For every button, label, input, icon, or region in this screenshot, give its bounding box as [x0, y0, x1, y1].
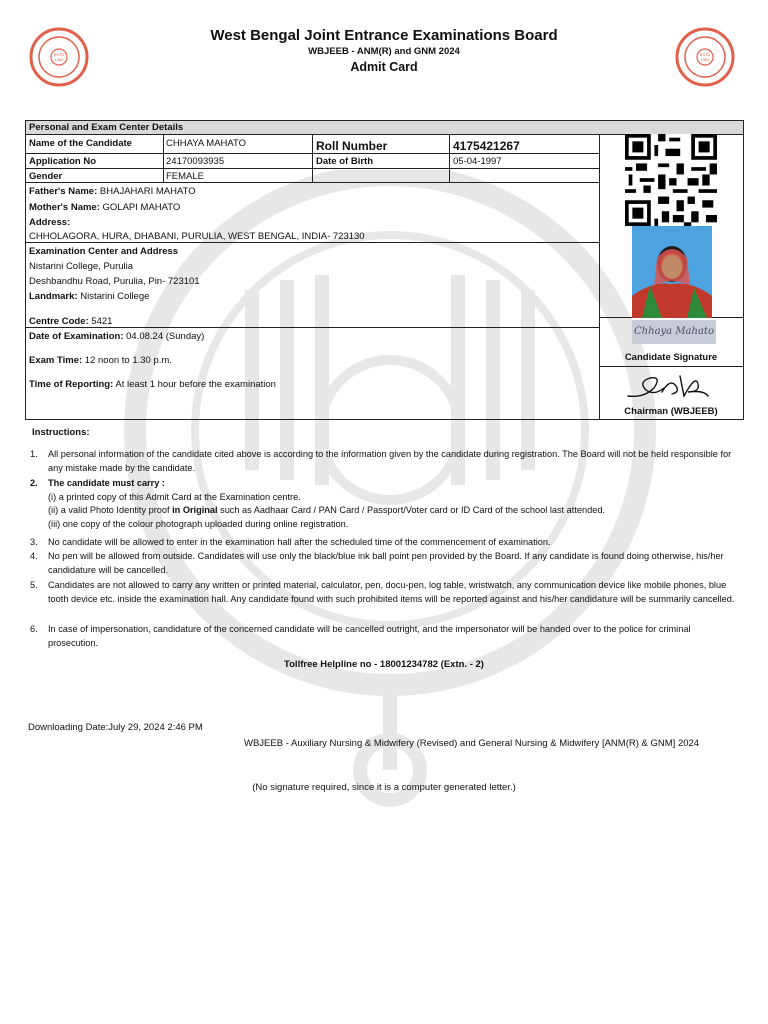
exam-date-value: 04.08.24 (Sunday) [126, 331, 205, 342]
instruction-text: In case of impersonation, candidature of the concerned candidate will be cancelled outright, and the impersonator will be handed over to the police for criminal prosecution. [48, 624, 691, 648]
instructions-heading: Instructions: [32, 427, 90, 438]
candidate-signature-image [632, 320, 716, 344]
address-label: Address: [29, 217, 71, 228]
instruction-number: 1. [30, 449, 38, 459]
details-card [25, 120, 744, 420]
downloading-date: Downloading Date:July 29, 2024 2:46 PM [28, 722, 203, 733]
name-label: Name of the Candidate [29, 138, 132, 149]
application-label: Application No [29, 156, 97, 167]
reporting-row [29, 379, 276, 390]
centre-code-value: 5421 [91, 316, 113, 327]
instruction-item [30, 579, 735, 621]
logo-estd: ESTD [699, 52, 711, 57]
roll-label: Roll Number [316, 139, 388, 153]
instruction-number: 2. [30, 478, 38, 488]
mother-row [29, 202, 180, 213]
instruction-item [30, 448, 730, 476]
instruction-text: No candidate will be allowed to enter in the examination hall after the scheduled time of the commencement of examination. [48, 537, 551, 547]
logo-estd: ESTD [53, 52, 65, 57]
carry-b-post: such as Aadhaar Card / PAN Card / Passport/Voter card or ID Card of the school last attended. [217, 505, 605, 516]
centre-code-label: Centre Code: [29, 316, 89, 327]
instruction-number: 4. [30, 551, 38, 561]
instruction-item [30, 536, 730, 550]
instruction-carry-b [48, 504, 738, 518]
instruction-number: 6. [30, 624, 38, 634]
landmark-value: Nistarini College [80, 291, 150, 302]
father-row [29, 186, 196, 197]
board-title: West Bengal Joint Entrance Examinations Board [210, 27, 558, 44]
carry-b-pre: (ii) a valid Photo Identity proof [48, 505, 173, 516]
instruction-carry-title: The candidate must carry : [48, 478, 165, 488]
carry-b-bold: in Original [172, 505, 218, 516]
instruction-carry-c: (iii) one copy of the colour photograph uploaded during online registration. [48, 518, 349, 529]
instruction-carry-a: (i) a printed copy of this Admit Card at the Examination centre. [48, 491, 301, 502]
gender-value: FEMALE [166, 171, 205, 182]
application-number: 24170093935 [166, 156, 225, 167]
candidate-name: CHHAYA MAHATO [166, 138, 247, 149]
exam-date-row [29, 331, 204, 342]
father-label: Father's Name: [29, 186, 98, 197]
landmark-row [29, 291, 149, 302]
exam-subtitle: WBJEEB - ANM(R) and GNM 2024 [308, 46, 460, 57]
instruction-text: No pen will be allowed from outside. Candidates will use only the black/blue ink ball point pen provided by the Board. If any candidate is found doing otherwise, his/her candidature will be cancelled. [48, 551, 724, 575]
exam-time-value: 12 noon to 1.30 p.m. [84, 355, 172, 366]
gender-label: Gender [29, 171, 63, 182]
chairman-label: Chairman (WBJEEB) [624, 406, 718, 417]
dob-label: Date of Birth [316, 156, 373, 167]
address-value: CHHOLAGORA, HURA, DHABANI, PURULIA, WEST BENGAL, INDIA- 723130 [29, 231, 365, 242]
candidate-signature-label: Candidate Signature [624, 352, 718, 363]
qr-code [622, 134, 720, 226]
mother-name: GOLAPI MAHATO [102, 202, 181, 213]
reporting-value: At least 1 hour before the examination [115, 379, 276, 390]
date-of-birth: 05-04-1997 [453, 156, 502, 167]
exam-center-line2: Deshbandhu Road, Purulia, Pin- 723101 [29, 276, 200, 287]
candidate-photo [632, 226, 712, 318]
instruction-item [30, 623, 730, 651]
chairman-signature [624, 370, 716, 402]
reporting-label: Time of Reporting: [29, 379, 114, 390]
exam-center-line1: Nistarini College, Purulia [29, 261, 134, 272]
instruction-number: 3. [30, 537, 38, 547]
father-name: BHAJAHARI MAHATO [99, 186, 196, 197]
section-header: Personal and Exam Center Details [26, 121, 743, 135]
candidate-signature-text: Chhaya Mahato [634, 326, 714, 337]
centre-code-row [29, 316, 112, 327]
instruction-number: 5. [30, 580, 38, 590]
logo-year: 1962 [54, 57, 64, 62]
instruction-item [30, 477, 730, 537]
exam-time-row [29, 355, 172, 366]
instruction-text: Candidates are not allowed to carry any written or printed material, calculator, pen, docu-pen, log table, wristwatch, any communication device like mobile phones, blue tooth device etc. inside the examination hall. Any candidate found with such prohibited items will be reported against and his/her candidature will be summarily cancelled. [48, 580, 735, 604]
exam-center-label: Examination Center and Address [29, 246, 179, 257]
mother-label: Mother's Name: [29, 202, 100, 213]
landmark-label: Landmark: [29, 291, 78, 302]
computer-generated-note: (No signature required, since it is a computer generated letter.) [252, 782, 516, 793]
roll-number: 4175421267 [453, 139, 520, 153]
logo-year: 1962 [700, 57, 710, 62]
instruction-text: All personal information of the candidate cited above is according to the information given by the candidate during registration. The Board will not be held responsible for any mistake made by the candidate. [48, 449, 732, 473]
exam-time-label: Exam Time: [29, 355, 83, 366]
exam-date-label: Date of Examination: [29, 331, 124, 342]
exam-full-name: WBJEEB - Auxiliary Nursing & Midwifery (Revised) and General Nursing & Midwifery [ANM(R) & GNM] 2024 [244, 738, 700, 749]
instruction-item [30, 550, 730, 578]
helpline: Tollfree Helpline no - 18001234782 (Extn. - 2) [284, 659, 484, 670]
admit-card-title: Admit Card [350, 60, 418, 74]
